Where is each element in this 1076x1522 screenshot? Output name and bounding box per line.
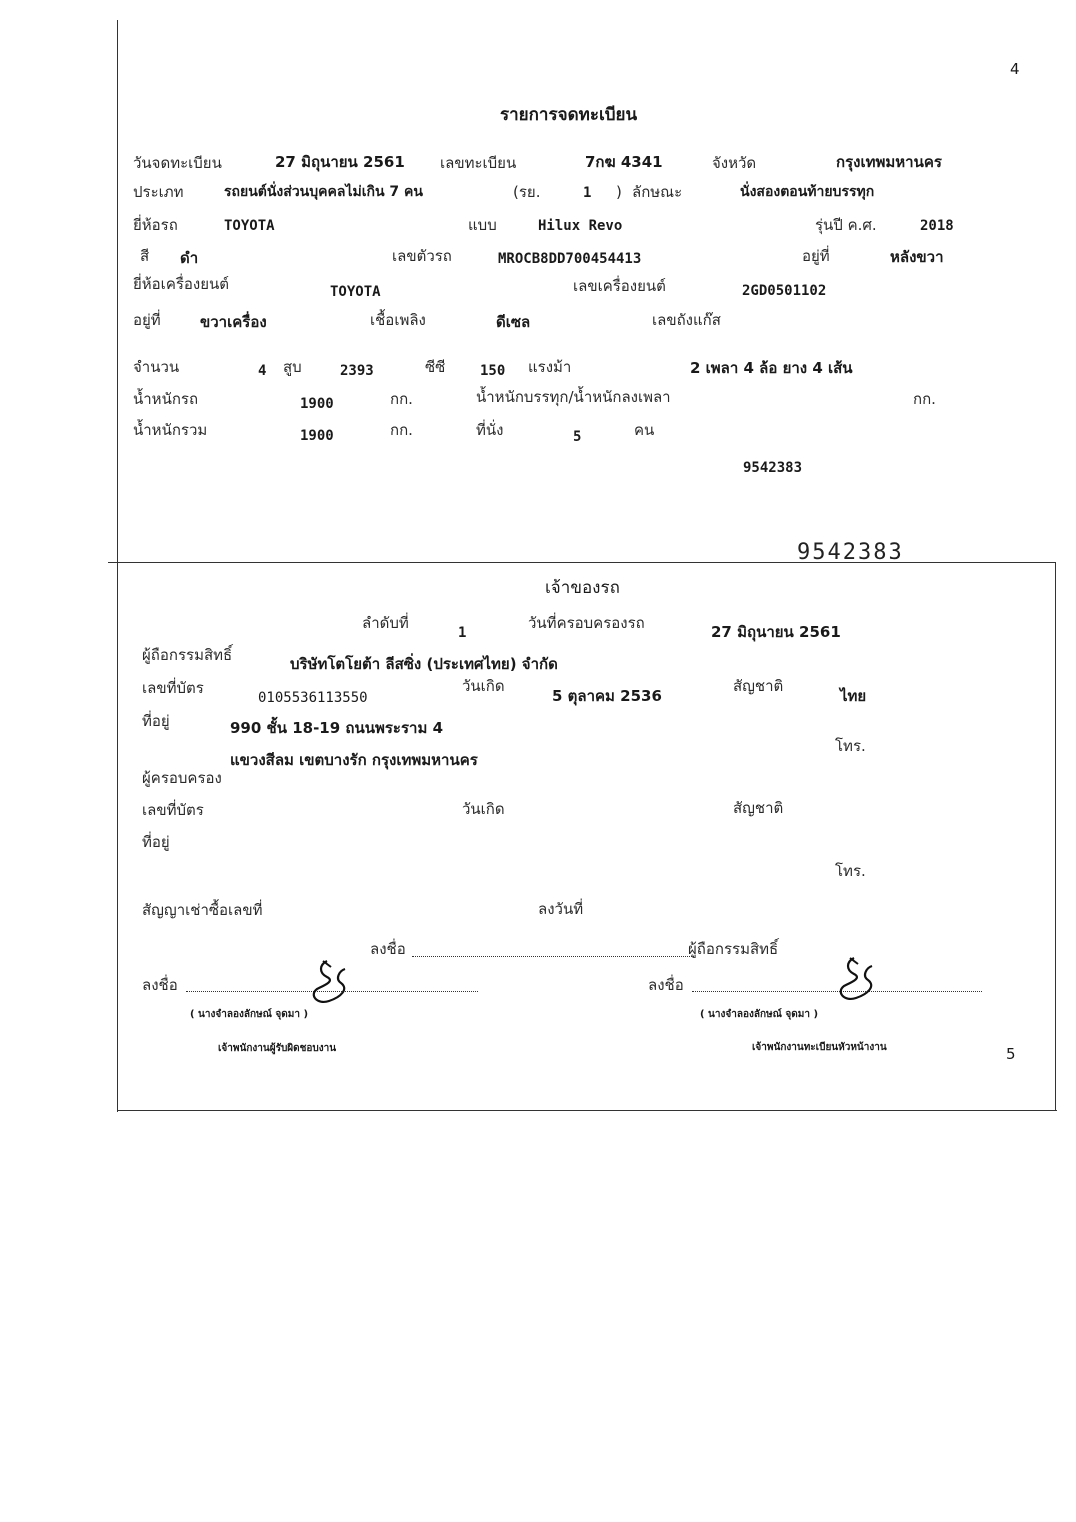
plate-label: เลขทะเบียน (440, 154, 517, 172)
page-number-bottom: 5 (1006, 1045, 1016, 1063)
sign-right-label: ลงชื่อ (648, 976, 684, 994)
left-border-top (117, 20, 118, 568)
sign-left-label: ลงชื่อ (142, 976, 178, 994)
type-value: รถยนต์นั่งส่วนบุคคลไม่เกิน 7 คน (224, 184, 423, 200)
model-value: Hilux Revo (538, 218, 623, 234)
holder-tel-label: โทร. (835, 862, 866, 880)
addr-label: ที่อยู่ (142, 712, 170, 730)
style-value: นั่งสองตอนท้ายบรรทุก (740, 184, 875, 200)
sign-owner-line (412, 956, 694, 957)
contract-label: สัญญาเช่าซื้อเลขที่ (142, 901, 263, 919)
sign-owner-label: ลงชื่อ (370, 940, 406, 958)
nation-value: ไทย (840, 687, 867, 705)
contract-date-label: ลงวันที่ (538, 900, 584, 918)
owner-label: ผู้ถือกรรมสิทธิ์ (142, 646, 233, 664)
id-label: เลขที่บัตร (142, 679, 204, 697)
addr-line1: 990 ชั้น 18-19 ถนนพระราม 4 (230, 719, 444, 737)
engine-no-value: 2GD0501102 (742, 283, 827, 299)
weight-label: น้ำหนักรถ (133, 390, 199, 408)
holder-id-label: เลขที่บัตร (142, 801, 204, 819)
weight-value: 1900 (300, 396, 334, 412)
year-label: รุ่นปี ค.ศ. (815, 216, 877, 234)
order-label: ลำดับที่ (362, 614, 409, 632)
engine-brand-value: TOYOTA (330, 284, 381, 300)
hp-label: แรงม้า (528, 358, 572, 376)
holder-addr-label: ที่อยู่ (142, 833, 170, 851)
ry-value: 1 (583, 185, 592, 201)
chassis-value: MROCB8DD700454413 (498, 251, 642, 267)
province-label: จังหวัด (712, 154, 757, 172)
signer-right-role: เจ้าพนักงานทะเบียนหัวหน้างาน (752, 1042, 887, 1053)
gas-label: เลขถังแก๊ส (652, 311, 721, 329)
signer-right-name: ( นางจำลองลักษณ์ จุดมา ) (700, 1009, 819, 1020)
order-value: 1 (458, 625, 467, 641)
seats-label: ที่นั่ง (476, 421, 504, 439)
signer-left-name: ( นางจำลองลักษณ์ จุดมา ) (190, 1009, 309, 1020)
chassis-label: เลขตัวรถ (392, 247, 452, 265)
reg-date-value: 27 มิถุนายน 2561 (275, 153, 405, 171)
owner-title: เจ้าของรถ (545, 578, 620, 598)
color-value: ดำ (180, 249, 199, 267)
style-label: ลักษณะ (632, 183, 683, 201)
addr-line2: แขวงสีลม เขตบางรัก กรุงเทพมหานคร (230, 751, 478, 769)
signer-left-role: เจ้าพนักงานผู้รับผิดชอบงาน (218, 1043, 337, 1054)
chassis-loc-value: หลังขวา (890, 248, 944, 266)
kg-label-3: กก. (390, 421, 413, 439)
load-label: น้ำหนักบรรทุก/น้ำหนักลงเพลา (476, 388, 671, 406)
right-border-lower (1055, 562, 1056, 1110)
section-divider (108, 562, 1056, 563)
sign-owner-role: ผู้ถือกรรมสิทธิ์ (688, 940, 779, 958)
count-label: จำนวน (133, 358, 180, 376)
fuel-value: ดีเซล (496, 313, 531, 331)
engine-brand-label: ยี่ห้อเครื่องยนต์ (133, 275, 230, 293)
fuel-label: เชื้อเพลิง (370, 311, 426, 329)
chassis-loc-label: อยู่ที่ (802, 247, 830, 265)
left-border-bottom (117, 560, 118, 1112)
province-value: กรุงเทพมหานคร (836, 153, 942, 171)
reg-date-label: วันจดทะเบียน (133, 154, 222, 172)
model-label: แบบ (468, 216, 497, 234)
possession-label: วันที่ครอบครองรถ (528, 614, 645, 632)
holder-dob-label: วันเกิด (462, 800, 505, 818)
id-value: 0105536113550 (258, 690, 368, 706)
cc-label: ซีซี (425, 358, 446, 376)
page-number-top: 4 (1010, 60, 1020, 78)
holder-nation-label: สัญชาติ (733, 799, 784, 817)
ref-number-large: 9542383 (797, 540, 904, 565)
ry-label: (รย. (513, 183, 541, 201)
ry-close: ) (616, 183, 622, 201)
bottom-border (117, 1110, 1057, 1111)
type-label: ประเภท (133, 183, 184, 201)
hp-value: 150 (480, 363, 506, 379)
cyl-label: สูบ (283, 358, 302, 376)
brand-value: TOYOTA (224, 218, 275, 234)
engine-loc-value: ขวาเครื่อง (200, 313, 267, 331)
kg-label-1: กก. (390, 390, 413, 408)
holder-label: ผู้ครอบครอง (142, 769, 222, 787)
signature-left (305, 955, 355, 1007)
engine-no-label: เลขเครื่องยนต์ (573, 277, 666, 295)
gross-label: น้ำหนักรวม (133, 421, 208, 439)
gross-value: 1900 (300, 428, 334, 444)
seats-value: 5 (573, 429, 582, 445)
dob-value: 5 ตุลาคม 2536 (552, 687, 662, 705)
color-label: สี (140, 247, 150, 265)
nation-label: สัญชาติ (733, 677, 784, 695)
plate-value: 7กฆ 4341 (585, 153, 663, 171)
cc-value: 2393 (340, 363, 374, 379)
person-label: คน (634, 421, 655, 439)
tel-label: โทร. (835, 737, 866, 755)
engine-loc-label: อยู่ที่ (133, 311, 161, 329)
possession-value: 27 มิถุนายน 2561 (711, 623, 841, 641)
cyl-value: 4 (258, 363, 267, 379)
brand-label: ยี่ห้อรถ (133, 216, 178, 234)
registration-title: รายการจดทะเบียน (500, 105, 638, 125)
owner-value: บริษัทโตโยต้า ลีสซิ่ง (ประเทศไทย) จำกัด (290, 655, 558, 673)
year-value: 2018 (920, 218, 954, 234)
dob-label: วันเกิด (462, 677, 505, 695)
signature-right (830, 952, 880, 1004)
kg-label-2: กก. (913, 390, 936, 408)
ref-number: 9542383 (743, 460, 803, 476)
axle-text: 2 เพลา 4 ล้อ ยาง 4 เส้น (690, 359, 853, 377)
